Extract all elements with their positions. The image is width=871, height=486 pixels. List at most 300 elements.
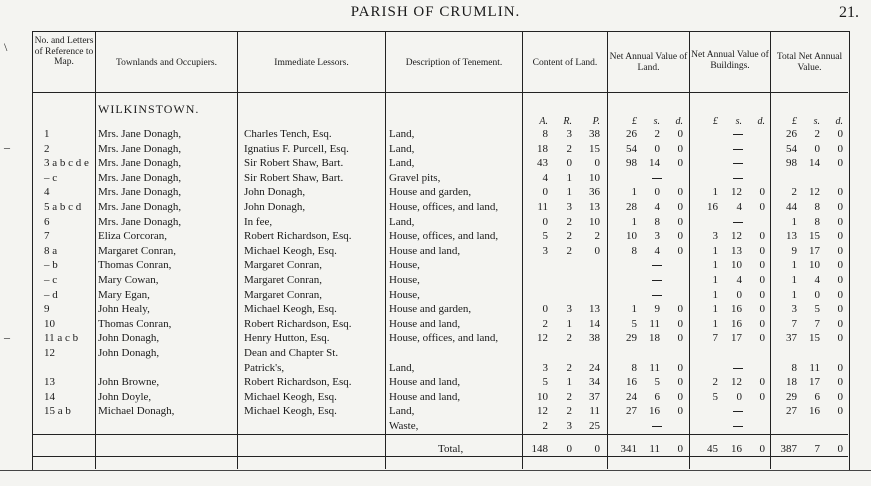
total-value: 11: [649, 443, 660, 455]
value-cell: 3: [566, 303, 572, 316]
col-rule: [607, 31, 608, 469]
occupier-name: Mrs. Jane Donagh,: [98, 215, 182, 228]
value-cell: 16: [731, 317, 742, 330]
tenement-description: House and land,: [389, 390, 461, 403]
value-cell: 14: [589, 317, 600, 330]
value-cell: 0: [736, 390, 742, 403]
occupier-name: John Healy,: [98, 303, 150, 316]
value-cell: 0: [677, 390, 683, 403]
value-cell: 0: [654, 186, 660, 199]
value-cell: 43: [537, 157, 548, 170]
value-cell: 10: [731, 259, 742, 272]
tenement-description: House,: [389, 274, 420, 286]
page-number: 21.: [839, 4, 859, 21]
tenement-description: House,: [389, 288, 420, 301]
value-cell: 4: [654, 201, 660, 213]
unit-label: P.: [592, 116, 600, 127]
header-lessors: Immediate Lessors.: [274, 58, 349, 68]
unit-label: s.: [653, 116, 660, 127]
lessor-name: In fee,: [244, 215, 273, 228]
occupier-name: John Doyle,: [98, 390, 152, 403]
empty-dash: [733, 411, 743, 412]
value-cell: 0: [677, 361, 683, 374]
lessor-name: Sir Robert Shaw, Bart.: [244, 157, 344, 170]
value-cell: 2: [814, 128, 820, 140]
value-cell: 0: [677, 201, 683, 213]
lessor-name: Michael Keogh, Esq.: [244, 390, 337, 403]
tenement-description: House and land,: [389, 317, 461, 330]
value-cell: 1: [712, 274, 718, 286]
value-cell: 0: [837, 288, 843, 301]
value-cell: 17: [809, 376, 820, 389]
occupier-name: Mrs. Jane Donagh,: [98, 201, 182, 213]
value-cell: 27: [786, 405, 797, 418]
value-cell: 4: [736, 274, 742, 286]
value-cell: 9: [791, 244, 797, 257]
occupier-name: Thomas Conran,: [98, 317, 172, 330]
lessor-name: Patrick's,: [244, 361, 285, 374]
header-occupiers: Townlands and Occupiers.: [116, 58, 217, 68]
value-cell: 0: [542, 303, 548, 316]
lessor-name: John Donagh,: [244, 201, 306, 213]
value-cell: 0: [759, 303, 765, 316]
value-cell: 1: [791, 215, 797, 228]
value-cell: 0: [677, 303, 683, 316]
value-cell: 36: [589, 186, 600, 199]
value-cell: 0: [677, 317, 683, 330]
value-cell: 16: [809, 405, 820, 418]
value-cell: 24: [589, 361, 600, 374]
value-cell: 0: [837, 317, 843, 330]
value-cell: 1: [712, 186, 718, 199]
empty-dash: [733, 368, 743, 369]
value-cell: 0: [837, 128, 843, 140]
value-cell: 7: [791, 317, 797, 330]
occupier-name: Mrs. Jane Donagh,: [98, 171, 182, 184]
value-cell: 0: [759, 390, 765, 403]
value-cell: 7: [712, 332, 718, 345]
ref-number: 3 a b c d e: [44, 157, 89, 170]
value-cell: 4: [736, 201, 742, 213]
value-cell: 0: [736, 288, 742, 301]
value-cell: 3: [791, 303, 797, 316]
value-cell: 8: [814, 201, 820, 213]
lessor-name: Dean and Chapter St.: [244, 347, 339, 359]
value-cell: 17: [809, 244, 820, 257]
lessor-name: Margaret Conran,: [244, 274, 322, 286]
value-cell: 1: [712, 288, 718, 301]
value-cell: 11: [537, 201, 548, 213]
value-cell: 0: [837, 201, 843, 213]
lessor-name: Robert Richardson, Esq.: [244, 376, 352, 389]
tenement-description: House,: [389, 259, 420, 272]
unit-label: R.: [563, 116, 572, 127]
value-cell: 0: [837, 405, 843, 418]
unit-label: d.: [675, 116, 683, 127]
occupier-name: Michael Donagh,: [98, 405, 175, 418]
value-cell: 4: [542, 171, 548, 184]
empty-dash: [652, 178, 662, 179]
value-cell: 0: [837, 157, 843, 170]
value-cell: 38: [589, 332, 600, 345]
value-cell: 1: [712, 303, 718, 316]
value-cell: 37: [589, 390, 600, 403]
col-rule: [385, 31, 386, 469]
value-cell: 5: [814, 303, 820, 316]
value-cell: 8: [631, 244, 637, 257]
ref-number: 12: [44, 347, 55, 359]
value-cell: 2: [566, 230, 572, 243]
value-cell: 2: [542, 317, 548, 330]
value-cell: 5: [712, 390, 718, 403]
tenement-description: House and land,: [389, 244, 461, 257]
bottom-rule: [0, 470, 871, 471]
tenement-description: Land,: [389, 128, 415, 140]
value-cell: 2: [566, 215, 572, 228]
value-cell: 0: [677, 244, 683, 257]
value-cell: 13: [786, 230, 797, 243]
total-value: 0: [837, 443, 843, 455]
ref-number: 11 a c b: [44, 332, 79, 345]
value-cell: 0: [837, 274, 843, 286]
value-cell: 1: [631, 303, 637, 316]
empty-dash: [652, 280, 662, 281]
value-cell: 0: [837, 186, 843, 199]
lessor-name: Ignatius F. Purcell, Esq.: [244, 142, 349, 155]
header-rule: [32, 92, 848, 93]
value-cell: 3: [566, 420, 572, 432]
value-cell: 54: [626, 142, 637, 155]
value-cell: 2: [566, 142, 572, 155]
value-cell: 8: [654, 215, 660, 228]
value-cell: 18: [786, 376, 797, 389]
total-value: 0: [677, 443, 683, 455]
value-cell: 11: [809, 361, 820, 374]
value-cell: 0: [677, 186, 683, 199]
ref-number: 4: [44, 186, 50, 199]
value-cell: 0: [677, 142, 683, 155]
value-cell: 2: [566, 405, 572, 418]
value-cell: 11: [649, 361, 660, 374]
value-cell: 13: [731, 244, 742, 257]
lessor-name: John Donagh,: [244, 186, 306, 199]
value-cell: 0: [594, 157, 600, 170]
value-cell: 0: [759, 259, 765, 272]
value-cell: 5: [631, 317, 637, 330]
empty-dash: [652, 426, 662, 427]
value-cell: 12: [537, 332, 548, 345]
lessor-name: Margaret Conran,: [244, 288, 322, 301]
value-cell: 98: [626, 157, 637, 170]
value-cell: 0: [759, 332, 765, 345]
value-cell: 0: [837, 142, 843, 155]
value-cell: 2: [654, 128, 660, 140]
total-label: Total,: [438, 443, 464, 455]
value-cell: 1: [566, 171, 572, 184]
ref-number: 1: [44, 128, 50, 140]
value-cell: 0: [759, 186, 765, 199]
col-rule: [95, 31, 96, 469]
value-cell: 0: [542, 215, 548, 228]
value-cell: 12: [731, 186, 742, 199]
value-cell: 2: [566, 332, 572, 345]
value-cell: 16: [707, 201, 718, 213]
value-cell: 0: [759, 274, 765, 286]
header-ref: No. and Letters of Reference to Map.: [34, 36, 94, 67]
value-cell: 98: [786, 157, 797, 170]
occupier-name: Mrs. Jane Donagh,: [98, 142, 182, 155]
value-cell: 0: [759, 288, 765, 301]
value-cell: 1: [566, 317, 572, 330]
value-cell: 16: [626, 376, 637, 389]
ref-number: 14: [44, 390, 55, 403]
value-cell: 2: [566, 244, 572, 257]
ref-number: – c: [44, 274, 58, 286]
ref-number: – d: [44, 288, 58, 301]
value-cell: 12: [537, 405, 548, 418]
ref-number: 10: [44, 317, 55, 330]
lessor-name: Henry Hutton, Esq.: [244, 332, 330, 345]
tenement-description: Land,: [389, 215, 415, 228]
value-cell: 18: [537, 142, 548, 155]
ref-number: 8 a: [44, 244, 58, 257]
lessor-name: Michael Keogh, Esq.: [244, 303, 337, 316]
value-cell: 2: [712, 376, 718, 389]
value-cell: 0: [814, 142, 820, 155]
empty-dash: [652, 265, 662, 266]
value-cell: 1: [712, 259, 718, 272]
unit-label: £: [713, 116, 718, 127]
value-cell: 0: [677, 230, 683, 243]
occupier-name: Thomas Conran,: [98, 259, 172, 272]
value-cell: 10: [537, 390, 548, 403]
ref-number: – b: [44, 259, 58, 272]
value-cell: 11: [589, 405, 600, 418]
value-cell: 0: [837, 230, 843, 243]
value-cell: 17: [731, 332, 742, 345]
tenement-description: House, offices, and land,: [389, 332, 499, 345]
total-value: 7: [814, 443, 820, 455]
value-cell: 2: [566, 390, 572, 403]
tenement-description: Land,: [389, 142, 415, 155]
tenement-description: Gravel pits,: [389, 171, 441, 184]
value-cell: 16: [731, 303, 742, 316]
value-cell: 3: [542, 244, 548, 257]
lessor-name: Sir Robert Shaw, Bart.: [244, 171, 344, 184]
empty-dash: [733, 426, 743, 427]
value-cell: 9: [654, 303, 660, 316]
value-cell: 5: [542, 376, 548, 389]
value-cell: 0: [677, 376, 683, 389]
occupier-name: John Donagh,: [98, 347, 160, 359]
value-cell: 25: [589, 420, 600, 432]
value-cell: 1: [631, 215, 637, 228]
tenement-description: Land,: [389, 157, 415, 170]
value-cell: 0: [677, 157, 683, 170]
total-value: 0: [759, 443, 765, 455]
value-cell: 2: [566, 361, 572, 374]
value-cell: 5: [654, 376, 660, 389]
value-cell: 1: [791, 288, 797, 301]
value-cell: 13: [589, 201, 600, 213]
value-cell: 12: [731, 230, 742, 243]
value-cell: 0: [677, 215, 683, 228]
value-cell: 0: [759, 201, 765, 213]
header-description: Description of Tenement.: [405, 58, 503, 68]
value-cell: 1: [712, 317, 718, 330]
tenement-description: House and land,: [389, 376, 461, 389]
value-cell: 2: [594, 230, 600, 243]
unit-label: s.: [735, 116, 742, 127]
value-cell: 0: [759, 244, 765, 257]
value-cell: 0: [759, 376, 765, 389]
value-cell: 4: [654, 244, 660, 257]
value-cell: 0: [837, 244, 843, 257]
value-cell: 15: [809, 230, 820, 243]
empty-dash: [733, 178, 743, 179]
value-cell: 0: [594, 244, 600, 257]
total-value: 341: [620, 443, 637, 455]
value-cell: 12: [731, 376, 742, 389]
total-bottom-rule: [32, 456, 848, 457]
value-cell: 15: [589, 142, 600, 155]
value-cell: 0: [837, 390, 843, 403]
value-cell: 18: [649, 332, 660, 345]
value-cell: 2: [542, 420, 548, 432]
ref-number: 2: [44, 142, 50, 155]
value-cell: 1: [791, 274, 797, 286]
value-cell: 14: [809, 157, 820, 170]
unit-label: A.: [539, 116, 548, 127]
value-cell: 7: [814, 317, 820, 330]
lessor-name: Michael Keogh, Esq.: [244, 244, 337, 257]
value-cell: 27: [626, 405, 637, 418]
value-cell: 0: [837, 303, 843, 316]
occupier-name: Eliza Corcoran,: [98, 230, 168, 243]
header-total: Total Net Annual Value.: [776, 52, 843, 73]
empty-dash: [733, 222, 743, 223]
value-cell: 5: [542, 230, 548, 243]
value-cell: 0: [677, 128, 683, 140]
value-cell: 8: [791, 361, 797, 374]
value-cell: 3: [566, 201, 572, 213]
value-cell: 0: [837, 215, 843, 228]
value-cell: 29: [626, 332, 637, 345]
tenement-description: House, offices, and land,: [389, 201, 499, 213]
ref-number: 7: [44, 230, 50, 243]
tenement-description: House and garden,: [389, 303, 472, 316]
lessor-name: Robert Richardson, Esq.: [244, 230, 352, 243]
header-land-value: Net Annual Value of Land.: [609, 52, 688, 73]
ref-number: 13: [44, 376, 55, 389]
value-cell: 1: [566, 186, 572, 199]
unit-label: £: [792, 116, 797, 127]
total-value: 148: [531, 443, 548, 455]
value-cell: 29: [786, 390, 797, 403]
lessor-name: Robert Richardson, Esq.: [244, 317, 352, 330]
value-cell: 10: [809, 259, 820, 272]
value-cell: 37: [786, 332, 797, 345]
value-cell: 54: [786, 142, 797, 155]
tenement-description: House and garden,: [389, 186, 472, 199]
value-cell: 3: [654, 230, 660, 243]
empty-dash: [733, 163, 743, 164]
value-cell: 34: [589, 376, 600, 389]
value-cell: 0: [654, 142, 660, 155]
empty-dash: [733, 149, 743, 150]
empty-dash: [733, 134, 743, 135]
total-value: 0: [566, 443, 572, 455]
value-cell: 11: [649, 317, 660, 330]
lessor-name: Margaret Conran,: [244, 259, 322, 272]
townland-title: WILKINSTOWN.: [98, 102, 200, 116]
total-value: 387: [780, 443, 797, 455]
tenement-description: Land,: [389, 405, 415, 418]
header-land: Content of Land.: [532, 58, 598, 68]
occupier-name: Mrs. Jane Donagh,: [98, 157, 182, 170]
value-cell: 26: [626, 128, 637, 140]
value-cell: 10: [626, 230, 637, 243]
occupier-name: Mrs. Jane Donagh,: [98, 128, 182, 140]
empty-dash: [652, 295, 662, 296]
value-cell: 0: [542, 186, 548, 199]
ref-number: 9: [44, 303, 50, 316]
tenement-description: Land,: [389, 361, 415, 374]
value-cell: 24: [626, 390, 637, 403]
lessor-name: Charles Tench, Esq.: [244, 128, 332, 140]
value-cell: 1: [566, 376, 572, 389]
value-cell: 0: [837, 376, 843, 389]
value-cell: 14: [649, 157, 660, 170]
page-title: PARISH OF CRUMLIN.: [350, 4, 521, 20]
value-cell: 8: [814, 215, 820, 228]
occupier-name: John Browne,: [98, 376, 160, 389]
value-cell: 3: [566, 128, 572, 140]
unit-label: d.: [835, 116, 843, 127]
tenement-description: House, offices, and land,: [389, 230, 499, 243]
value-cell: 1: [712, 244, 718, 257]
value-cell: 6: [814, 390, 820, 403]
value-cell: 0: [566, 157, 572, 170]
value-cell: 38: [589, 128, 600, 140]
value-cell: 8: [631, 361, 637, 374]
unit-label: s.: [813, 116, 820, 127]
occupier-name: Mary Cowan,: [98, 274, 159, 286]
value-cell: 26: [786, 128, 797, 140]
occupier-name: Mary Egan,: [98, 288, 150, 301]
value-cell: 0: [759, 230, 765, 243]
value-cell: 8: [542, 128, 548, 140]
value-cell: 10: [589, 215, 600, 228]
value-cell: 28: [626, 201, 637, 213]
value-cell: 6: [654, 390, 660, 403]
occupier-name: John Donagh,: [98, 332, 160, 345]
total-value: 16: [731, 443, 742, 455]
tenement-description: Waste,: [389, 420, 419, 432]
value-cell: 0: [837, 332, 843, 345]
value-cell: 10: [589, 171, 600, 184]
header-buildings: Net Annual Value of Buildings.: [691, 50, 769, 71]
total-value: 45: [707, 443, 718, 455]
value-cell: 0: [677, 332, 683, 345]
col-rule: [237, 31, 238, 469]
ref-number: 5 a b c d: [44, 201, 82, 213]
ref-number: 6: [44, 215, 50, 228]
value-cell: 1: [791, 259, 797, 272]
value-cell: 44: [786, 201, 797, 213]
value-cell: 0: [837, 361, 843, 374]
value-cell: 16: [649, 405, 660, 418]
